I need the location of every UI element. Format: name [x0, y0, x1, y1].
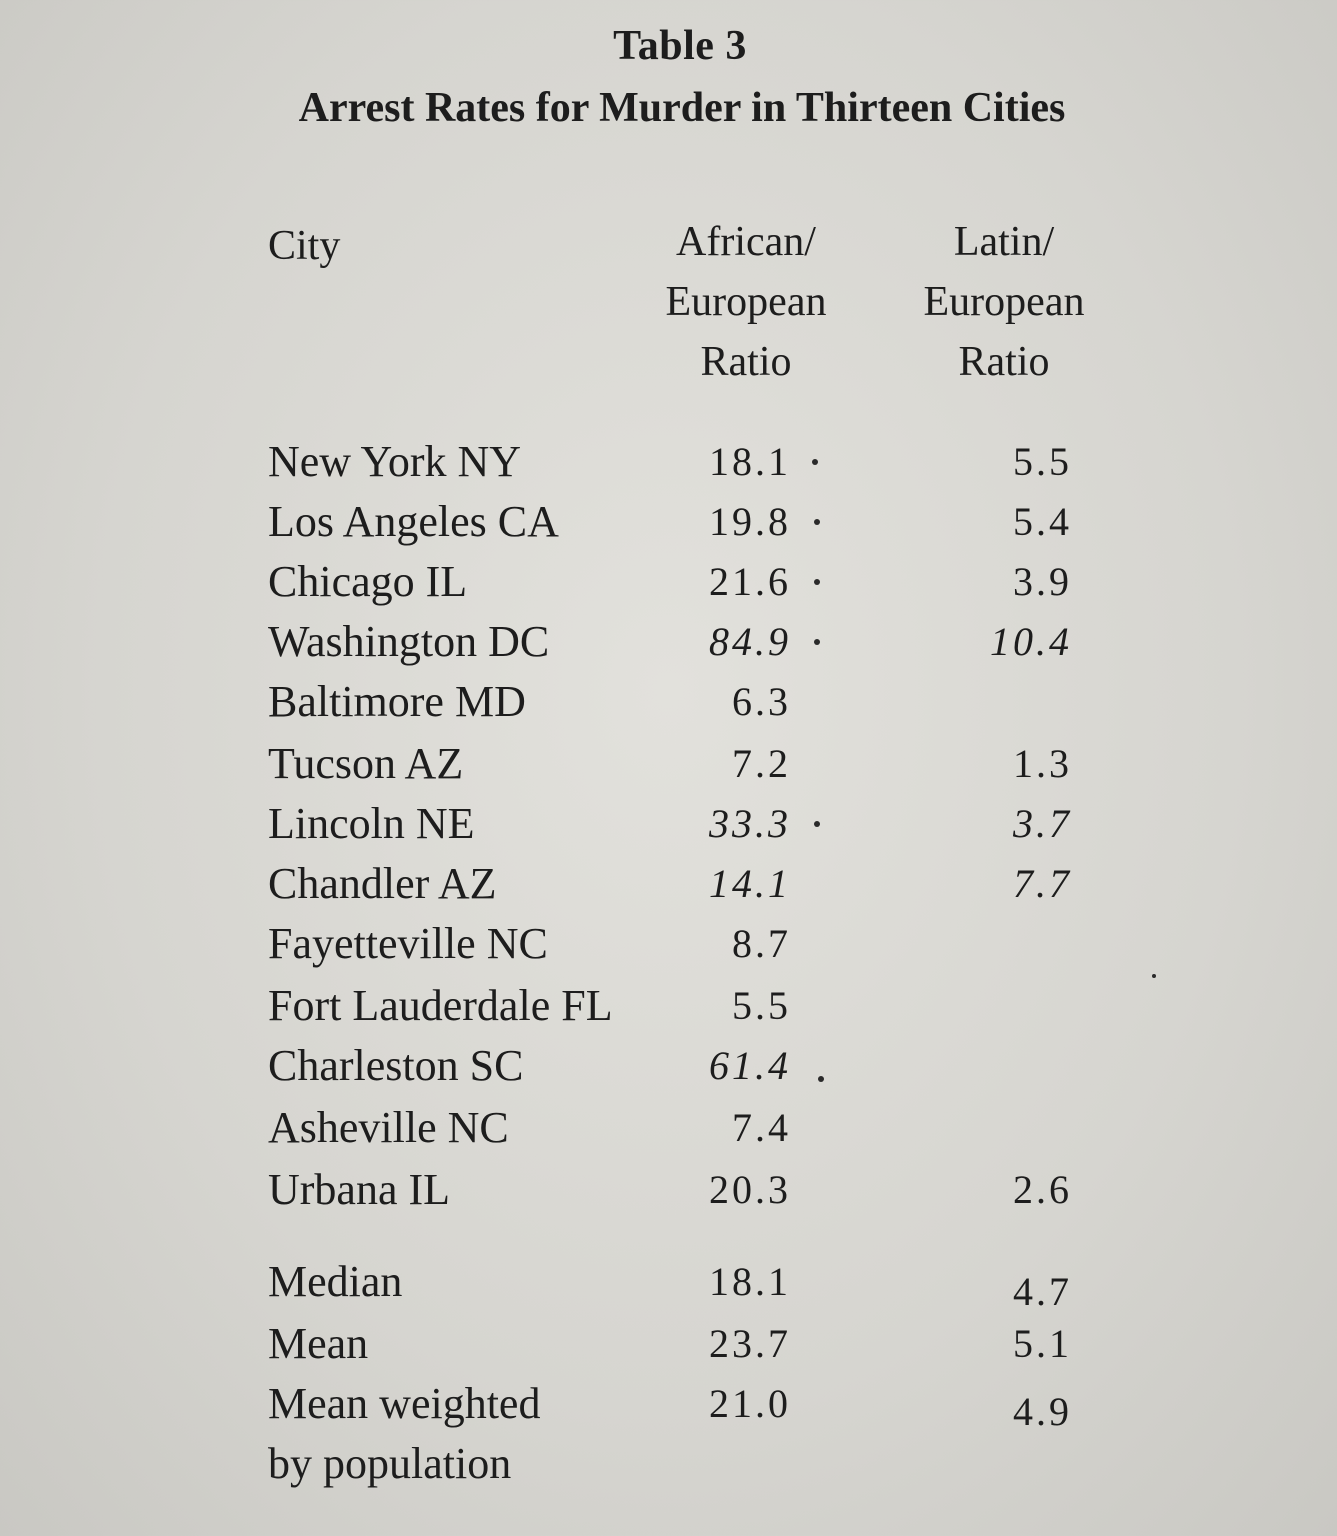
latin-ratio: 4.9	[1013, 1389, 1072, 1434]
table-row	[0, 1036, 1337, 1096]
table-label: Table 3	[613, 23, 747, 69]
city-name: Tucson AZ	[268, 739, 464, 788]
african-ratio: 21.0	[709, 1381, 791, 1426]
header-city: City	[268, 223, 341, 269]
city-name: Asheville NC	[268, 1103, 509, 1152]
city-name: Chandler AZ	[268, 859, 497, 908]
african-ratio: 33.3	[709, 801, 791, 846]
african-ratio: 6.3	[732, 679, 791, 724]
pencil-mark	[814, 821, 820, 827]
latin-ratio: 4.7	[1013, 1269, 1072, 1314]
header-african-european-ratio	[626, 212, 866, 392]
header-african-line-3: Ratio	[700, 339, 792, 385]
table-title: Arrest Rates for Murder in Thirteen Cities	[298, 85, 1066, 131]
african-ratio: 8.7	[732, 921, 791, 966]
table-row	[0, 492, 1337, 552]
city-name: Los Angeles CA	[268, 497, 559, 546]
table-row	[0, 794, 1337, 854]
table-row	[0, 976, 1337, 1036]
african-ratio: 61.4	[709, 1043, 791, 1088]
table-row	[0, 1098, 1337, 1158]
summary-label: Mean	[268, 1319, 369, 1368]
header-latin-european-ratio	[884, 212, 1124, 392]
table-row	[0, 612, 1337, 672]
city-name: Lincoln NE	[268, 799, 475, 848]
african-ratio: 7.2	[732, 741, 791, 786]
city-name: Washington DC	[268, 617, 550, 666]
latin-ratio: 3.9	[1013, 559, 1072, 604]
summary-row	[0, 1314, 1337, 1374]
city-name: Chicago IL	[268, 557, 468, 606]
table-row	[0, 552, 1337, 612]
table-row	[0, 672, 1337, 732]
pencil-mark	[814, 579, 820, 585]
african-ratio: 20.3	[709, 1167, 791, 1212]
latin-ratio: 10.4	[990, 619, 1072, 664]
city-name: Fort Lauderdale FL	[268, 981, 613, 1030]
header-latin-line-1: Latin/	[953, 219, 1055, 265]
african-ratio: 21.6	[709, 559, 791, 604]
table-row	[0, 734, 1337, 794]
latin-ratio: 7.7	[1013, 861, 1072, 906]
summary-row	[0, 1252, 1337, 1312]
paper-speck	[1152, 974, 1156, 978]
pencil-mark	[818, 1076, 824, 1082]
latin-ratio: 5.1	[1013, 1321, 1072, 1366]
header-african-line-1: African/	[676, 219, 816, 265]
summary-label: Mean weighted	[268, 1379, 541, 1428]
latin-ratio: 1.3	[1013, 741, 1072, 786]
summary-row	[0, 1374, 1337, 1434]
african-ratio: 7.4	[732, 1105, 791, 1150]
african-ratio: 18.1	[709, 1259, 791, 1304]
table-row	[0, 432, 1337, 492]
table-row	[0, 1160, 1337, 1220]
pencil-mark	[814, 519, 820, 525]
latin-ratio: 2.6	[1013, 1167, 1072, 1212]
city-name: Charleston SC	[268, 1041, 524, 1090]
african-ratio: 23.7	[709, 1321, 791, 1366]
pencil-mark	[814, 639, 820, 645]
summary-row	[0, 1434, 1337, 1494]
african-ratio: 5.5	[732, 983, 791, 1028]
latin-ratio: 3.7	[1013, 801, 1072, 846]
header-latin-line-2: European	[923, 279, 1085, 325]
african-ratio: 18.1	[709, 439, 791, 484]
city-name: New York NY	[268, 437, 522, 486]
african-ratio: 14.1	[709, 861, 791, 906]
city-name: Urbana IL	[268, 1165, 451, 1214]
table-row	[0, 854, 1337, 914]
latin-ratio: 5.4	[1013, 499, 1072, 544]
city-name: Fayetteville NC	[268, 919, 548, 968]
header-african-line-2: European	[665, 279, 827, 325]
latin-ratio: 5.5	[1013, 439, 1072, 484]
african-ratio: 84.9	[709, 619, 791, 664]
city-name: Baltimore MD	[268, 677, 526, 726]
summary-label: by population	[268, 1439, 512, 1488]
summary-label: Median	[268, 1257, 403, 1306]
pencil-mark	[812, 459, 818, 465]
african-ratio: 19.8	[709, 499, 791, 544]
header-latin-line-3: Ratio	[958, 339, 1050, 385]
table-row	[0, 914, 1337, 974]
